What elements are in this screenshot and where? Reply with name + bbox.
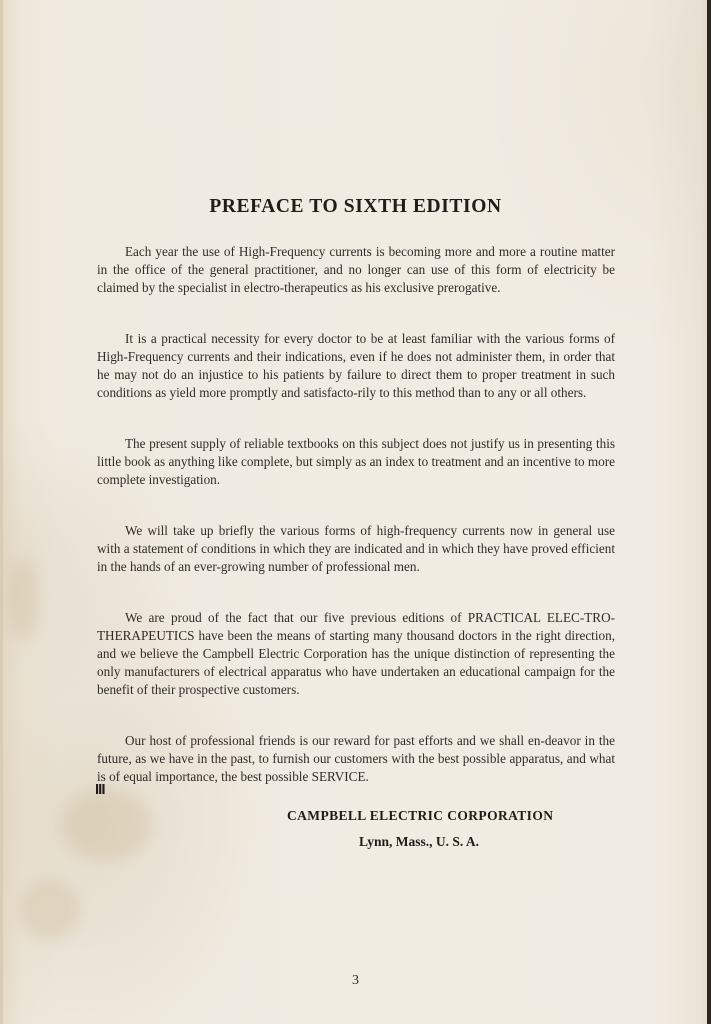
signature-mark: III	[95, 781, 105, 798]
preface-paragraph: Our host of professional friends is our reward for past efforts and we shall en-deavor in the future, as we have in the past, to furnish our customers with the best possible apparatus, and what is of equal importance, the best possible SERVICE.	[97, 733, 615, 784]
preface-paragraph: It is a practical necessity for every doctor to be at least familiar with the various forms of High-Frequency currents and their indications, even if he does not administer them, in order that he may not do an injustice to his patients by failure to direct them to proper treatment in such conditions as yield more promptly and satisfacto-rily to this method than to any or all others.	[97, 331, 615, 400]
preface-paragraph: We will take up briefly the various forms of high-frequency currents now in general use with a statement of conditions in which they are indicated and in which they have proved efficient in the hands of an ever-growing number of professional men.	[97, 523, 615, 574]
preface-paragraph: We are proud of the fact that our five previous editions of PRACTICAL ELEC-TRO-THERAPEUTICS have been the means of starting many thousand doctors in the right direction, and we believe the Campbell Electric Corporation has the unique distinction of representing the only manufacturers of electrical apparatus who have undertaken an educational campaign for the benefit of their prospective customers.	[97, 610, 615, 697]
page-title: PREFACE TO SIXTH EDITION	[209, 196, 502, 217]
preface-body	[97, 243, 615, 819]
company-name: CAMPBELL ELECTRIC CORPORATION	[287, 808, 554, 823]
paper-stain	[20, 880, 80, 940]
company-location: Lynn, Mass., U. S. A.	[359, 834, 480, 849]
page-number: 3	[352, 973, 359, 988]
signature-block	[287, 808, 587, 850]
page-left-edge	[0, 0, 3, 1024]
page-right-edge	[707, 0, 711, 1024]
paper-stain	[8, 560, 38, 640]
preface-paragraph: Each year the use of High-Frequency currents is becoming more and more a routine matter in the office of the general practitioner, and no longer can use of this form of electricity be claimed by the specialist in electro-therapeutics as his exclusive prerogative.	[97, 244, 615, 295]
preface-paragraph: The present supply of reliable textbooks on this subject does not justify us in presenting this little book as anything like complete, but simply as an index to treatment and an incentive to more complete investigation.	[97, 436, 615, 487]
